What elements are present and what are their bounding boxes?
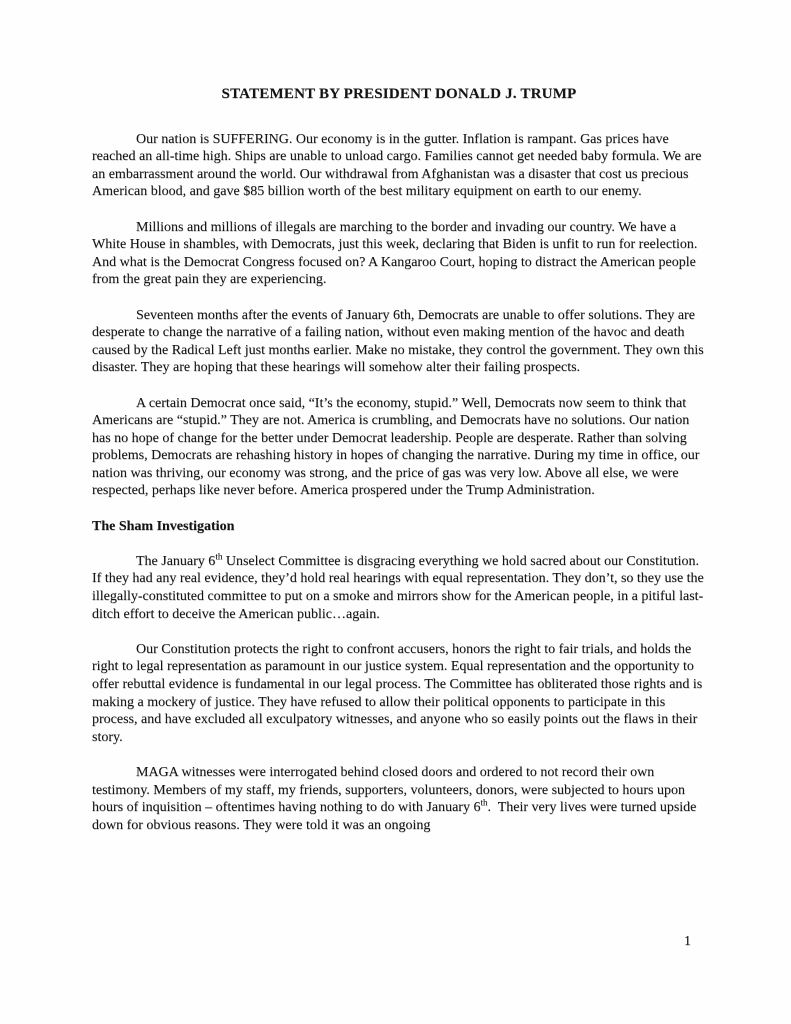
paragraph-unselect-committee: [92, 553, 706, 623]
ordinal-superscript-th: th: [480, 797, 488, 808]
paragraph-economy-stupid: A certain Democrat once said, “It’s the economy, stupid.” Well, Democrats now seem to think that Americans are “stupid.” They are not. America is crumbling, and Democrats have no solutions. Our nation has no hope of change for the better under Democrat leadership. People are desperate. Rather than solving problems, Democrats are rehashing history in hopes of changing the narrative. During my time in office, our nation was thriving, our economy was strong, and the price of gas was very low. Above all else, we were respected, perhaps like never before. America prospered under the Trump Administration.: [92, 395, 703, 499]
document-content: [92, 86, 706, 852]
paragraph-unselect-committee-post: Unselect Committee is disgracing everything we hold sacred about our Constitution. If they had any real evidence, they’d hold real hearings with equal representation. They don’t, so they use the illegally-constituted committee to put on a smoke and mirrors show for the American people, in a pitiful last-ditch effort to deceive the American public…again.: [92, 553, 708, 622]
document-title: STATEMENT BY PRESIDENT DONALD J. TRUMP: [221, 86, 577, 102]
paragraph-maga-witnesses: [92, 764, 706, 834]
paragraph-suffering: Our nation is SUFFERING. Our economy is in the gutter. Inflation is rampant. Gas prices have reached an all-time high. Ships are unable to unload cargo. Families cannot get needed baby formula. We are an embarrassment around the world. Our withdrawal from Afghanistan was a disaster that cost us precious American blood, and gave $85 billion worth of the best military equipment on earth to our enemy.: [92, 131, 705, 200]
section-heading-sham-investigation: The Sham Investigation: [92, 518, 235, 534]
paragraph-seventeen-months: Seventeen months after the events of January 6th, Democrats are unable to offer solutions. They are desperate to change the narrative of a failing nation, without even making mention of the havoc and death caused by the Radical Left just months earlier. Make no mistake, they control the government. They own this disaster. They are hoping that these hearings will somehow alter their failing prospects.: [92, 307, 708, 376]
paragraph-unselect-committee-pre: The January 6: [136, 553, 216, 569]
paragraph-constitution-rights: Our Constitution protects the right to confront accusers, honors the right to fair trials, and holds the right to legal representation as paramount in our justice system. Equal representation and the opportunity to offer rebuttal evidence is fundamental in our legal process. The Committee has obliterated those rights and is making a mockery of justice. They have refused to allow their political opponents to participate in this process, and have excluded all exculpatory witnesses, and anyone who so easily points out the flaws in their story.: [92, 641, 706, 745]
page-number: 1: [684, 934, 691, 949]
ordinal-superscript-th: th: [215, 551, 223, 562]
paragraph-maga-witnesses-post: . Their very lives were turned upside down for obvious reasons. They were told it was an ongoing: [92, 800, 700, 833]
paragraph-maga-witnesses-pre: MAGA witnesses were interrogated behind closed doors and ordered to not record their own testimony. Members of my staff, my friends, supporters, volunteers, donors, were subjected to hours upon hours of inquisition – oftentimes having nothing to do with January 6: [92, 764, 689, 816]
paragraph-border: Millions and millions of illegals are marching to the border and invading our country. We have a White House in shambles, with Democrats, just this week, declaring that Biden is unfit to run for reelection. And what is the Democrat Congress focused on? A Kangaroo Court, hoping to distract the American people from the great pain they are experiencing.: [92, 219, 701, 288]
